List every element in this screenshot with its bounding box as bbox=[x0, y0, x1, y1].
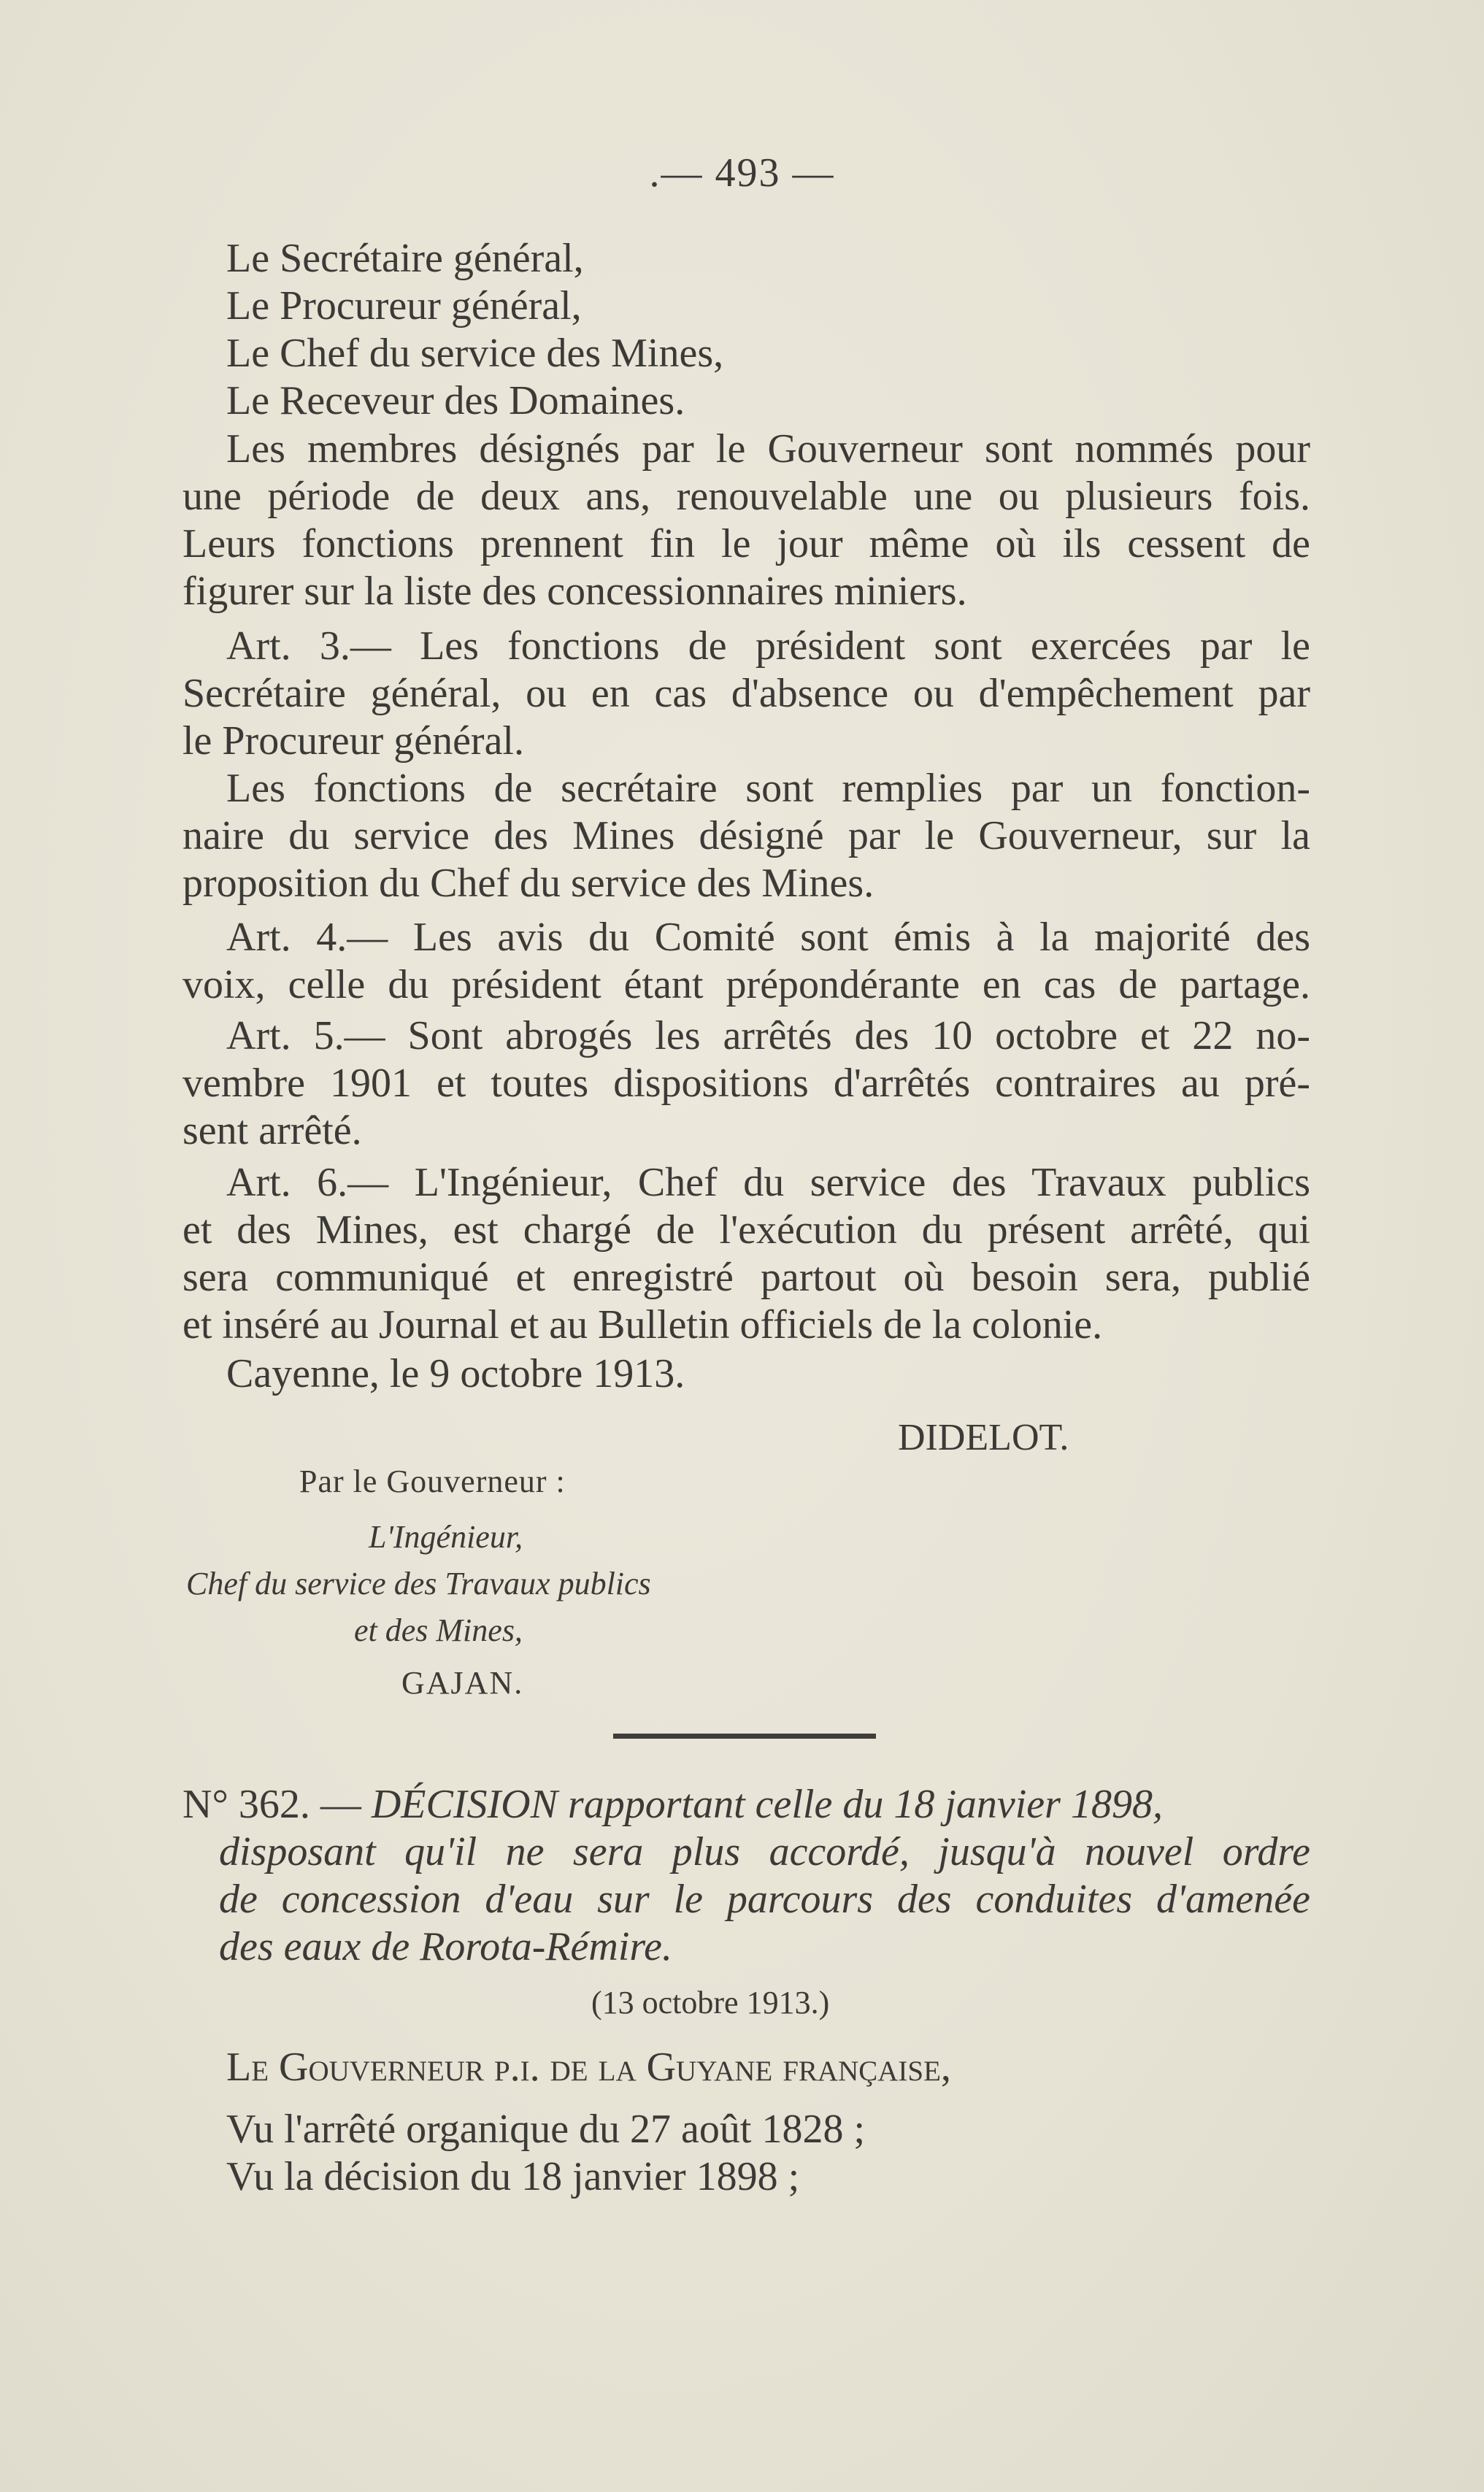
body-line: Le Procureur général, bbox=[226, 283, 582, 328]
closing-line: Le Gouverneur p.i. de la Guyane française, bbox=[226, 2045, 951, 2090]
page-number: .— 493 — bbox=[649, 150, 835, 196]
signature-title: L'Ingénieur, bbox=[369, 1519, 523, 1555]
body-line: Les membres désignés par le Gouverneur sont nommés pour bbox=[226, 426, 1310, 472]
closing-line: Vu la décision du 18 janvier 1898 ; bbox=[226, 2154, 800, 2199]
body-line: et inséré au Journal et au Bulletin officiels de la colonie. bbox=[182, 1302, 1103, 1347]
body-line: vembre 1901 et toutes dispositions d'arrêtés contraires au pré- bbox=[182, 1061, 1310, 1106]
body-line: Leurs fonctions prennent fin le jour même où ils cessent de bbox=[182, 521, 1310, 566]
body-line: le Procureur général. bbox=[182, 718, 524, 764]
body-line: Art. 6.— L'Ingénieur, Chef du service des Travaux publics bbox=[226, 1160, 1310, 1205]
decision-line: des eaux de Rorota-Rémire. bbox=[219, 1924, 672, 1969]
decision-title: DÉCISION rapportant celle du 18 janvier 1898, bbox=[371, 1782, 1163, 1827]
body-line: voix, celle du président étant prépondérante en cas de partage. bbox=[182, 962, 1310, 1007]
body-line: Le Secrétaire général, bbox=[226, 236, 584, 281]
body-line: naire du service des Mines désigné par le Gouverneur, sur la bbox=[182, 813, 1310, 858]
body-line: proposition du Chef du service des Mines. bbox=[182, 861, 874, 906]
decision-heading bbox=[182, 1781, 1310, 1828]
decision-date: (13 octobre 1913.) bbox=[591, 1985, 830, 2020]
decision-line: de concession d'eau sur le parcours des conduites d'amenée bbox=[219, 1877, 1310, 1922]
signature-by-line: Par le Gouverneur : bbox=[299, 1464, 566, 1499]
body-line: sent arrêté. bbox=[182, 1108, 362, 1153]
signer-name: GAJAN. bbox=[401, 1665, 524, 1701]
body-line: Secrétaire général, ou en cas d'absence ou d'empêchement par bbox=[182, 671, 1310, 716]
decision-line: disposant qu'il ne sera plus accordé, jusqu'à nouvel ordre bbox=[219, 1829, 1310, 1874]
body-line: figurer sur la liste des concessionnaires miniers. bbox=[182, 569, 967, 614]
body-line: Le Chef du service des Mines, bbox=[226, 331, 724, 376]
body-line: Art. 5.— Sont abrogés les arrêtés des 10 octobre et 22 no- bbox=[226, 1013, 1310, 1058]
signature-title: Chef du service des Travaux publics bbox=[186, 1566, 651, 1601]
body-line: une période de deux ans, renouvelable une ou plusieurs fois. bbox=[182, 474, 1310, 519]
body-line: sera communiqué et enregistré partout où besoin sera, publié bbox=[182, 1255, 1310, 1300]
body-line: et des Mines, est chargé de l'exécution du présent arrêté, qui bbox=[182, 1207, 1310, 1253]
place-date-line: Cayenne, le 9 octobre 1913. bbox=[226, 1351, 685, 1396]
signature-title: et des Mines, bbox=[354, 1612, 523, 1648]
body-line: Les fonctions de secrétaire sont remplies par un fonction- bbox=[226, 766, 1310, 811]
body-line: Le Receveur des Domaines. bbox=[226, 378, 685, 423]
governor-signature: DIDELOT. bbox=[898, 1417, 1069, 1458]
closing-line: Vu l'arrêté organique du 27 août 1828 ; bbox=[226, 2107, 866, 2152]
body-line: Art. 4.— Les avis du Comité sont émis à la majorité des bbox=[226, 915, 1310, 960]
section-divider bbox=[613, 1734, 876, 1739]
decision-number: N° 362. — bbox=[182, 1782, 361, 1827]
body-line: Art. 3.— Les fonctions de président sont exercées par le bbox=[226, 623, 1310, 669]
